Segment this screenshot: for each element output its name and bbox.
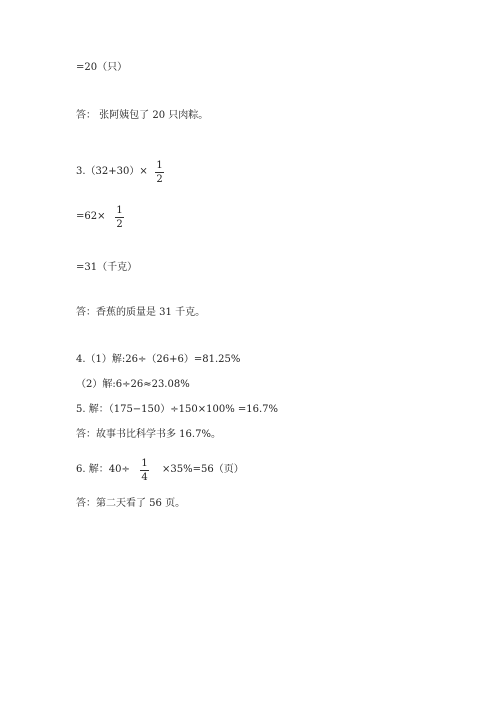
problem-4-part-2: （2）解:6÷26≈23.08% <box>76 379 190 390</box>
fraction-numerator: 1 <box>116 205 123 216</box>
fraction-denominator: 2 <box>156 174 163 185</box>
problem-3-line: 3.（32+30）× <box>76 166 148 177</box>
problem-4-part-1: 4.（1）解:26÷（26+6）=81.25% <box>76 354 241 365</box>
fraction-bar <box>155 172 164 173</box>
problem-5-answer: 答：故事书比科学书多 16.7%。 <box>76 429 221 440</box>
fraction-one-half <box>155 160 164 185</box>
problem-6-line-start: 6. 解：40÷ <box>76 464 130 475</box>
answer-line-1: =20（只） <box>76 62 128 73</box>
fraction-one-half <box>115 205 124 230</box>
fraction-one-quarter <box>140 458 149 483</box>
answer-line-2: 答： 张阿姨包了 20 只肉粽。 <box>76 110 209 121</box>
fraction-bar <box>140 470 149 471</box>
problem-3-step-2: =31（千克） <box>76 262 138 273</box>
fraction-bar <box>115 217 124 218</box>
fraction-numerator: 1 <box>141 458 148 469</box>
fraction-denominator: 4 <box>141 472 148 483</box>
problem-3-step-1: =62× <box>76 211 106 222</box>
problem-3-answer: 答：香蕉的质量是 31 千克。 <box>76 307 206 318</box>
problem-6-answer: 答：第二天看了 56 页。 <box>76 498 186 509</box>
fraction-numerator: 1 <box>156 160 163 171</box>
fraction-denominator: 2 <box>116 219 123 230</box>
problem-6-line-end: ×35%=56（页） <box>162 464 244 475</box>
problem-5-line: 5. 解：（175−150）÷150×100% =16.7% <box>76 404 279 415</box>
